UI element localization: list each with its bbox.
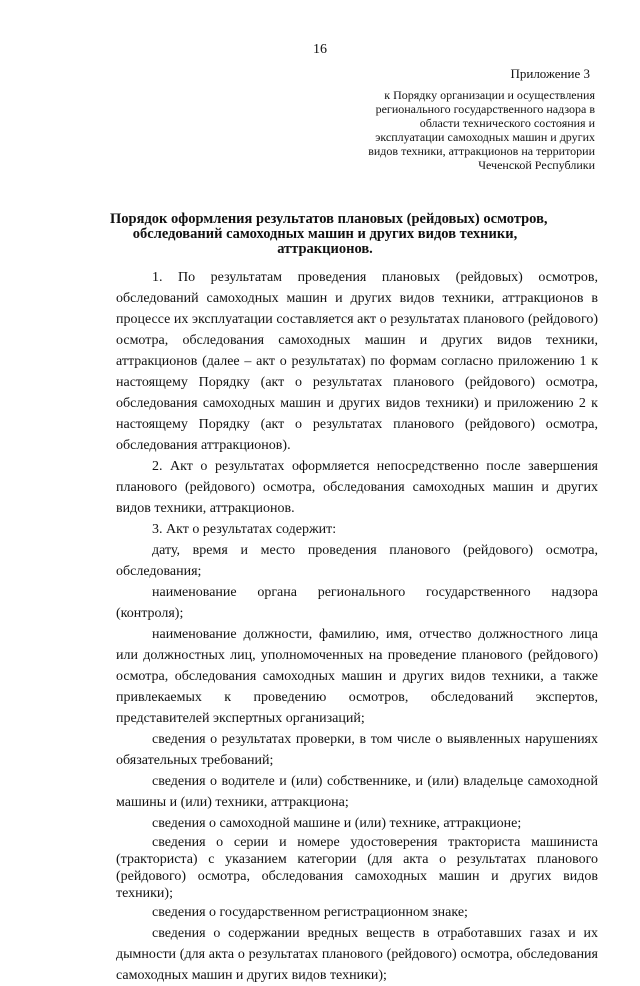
appendix-reference-line: Чеченской Республики (478, 158, 595, 172)
appendix-reference-line: эксплуатации самоходных машин и других (375, 130, 595, 144)
appendix-reference (295, 88, 595, 172)
appendix-reference-line: регионального государственного надзора в (375, 102, 595, 116)
list-item-machine-info: сведения о самоходной машине и (или) технике, аттракционе; (152, 816, 522, 831)
list-item-driver-owner: сведения о водителе и (или) собственнике, и (или) владельце самоходной машины и (или) техники, аттракциона; (116, 774, 598, 810)
page-number: 16 (313, 42, 327, 57)
document-title-line: Порядок оформления результатов плановых (рейдовых) осмотров, (110, 211, 548, 227)
document-title-line: обследований самоходных машин и других видов техники, (132, 226, 518, 242)
document-body (116, 267, 598, 986)
appendix-reference-line: к Порядку организации и осуществления (384, 88, 595, 102)
list-item-officials: наименование должности, фамилию, имя, отчество должностного лица или должностных лиц, уполномоченных на проведение планового (рейдового) осмотра, обследования самоходных машин и других видов техники, а также привлекаемых к проведению осмотров, обследований экспертов, представителей экспертных организаций; (116, 627, 598, 726)
appendix-label: Приложение 3 (510, 66, 590, 81)
document-title-line: аттракционов. (277, 241, 373, 257)
appendix-reference-line: видов техники, аттракционов на территории (368, 144, 595, 158)
paragraph-2: 2. Акт о результатах оформляется непосредственно после завершения планового (рейдового) осмотра, обследования самоходных машин и других видов техники, аттракционов. (116, 459, 598, 516)
document-title (110, 211, 548, 257)
paragraph-1: 1. По результатам проведения плановых (рейдовых) осмотров, обследований самоходных машин и других видов техники, аттракционов в процессе их эксплуатации составляется акт о результатах планового (рейдового) осмотра, обследования самоходных машин и других видов техники, аттракционов (далее – акт о результатах) по формам согласно приложению 1 к настоящему Порядку (акт о результатах планового (рейдового) осмотра, обследования самоходных машин и других видов техники) и приложению 2 к настоящему Порядку (акт о результатах планового (рейдового) осмотра, обследования аттракционов). (116, 270, 598, 453)
paragraph-3: 3. Акт о результатах содержит: (152, 522, 337, 537)
appendix-reference-line: области технического состояния и (419, 116, 595, 130)
list-item-registration-plate: сведения о государственном регистрационном знаке; (152, 905, 468, 920)
list-item-date-place: дату, время и место проведения планового (рейдового) осмотра, обследования; (116, 543, 598, 579)
list-item-authority: наименование органа регионального государственного надзора (контроля); (116, 585, 598, 621)
list-item-license-info: сведения о серии и номере удостоверения тракториста машиниста (тракториста) с указанием категории (для акта о результатах планового (рейдового) осмотра, обследования самоходных машин и других видов техники); (116, 835, 598, 901)
list-item-exhaust-gases: сведения о содержании вредных веществ в отработавших газах и их дымности (для акта о результатах планового (рейдового) осмотра, обследования самоходных машин и других видов техники); (116, 926, 598, 983)
list-item-inspection-results: сведения о результатах проверки, в том числе о выявленных нарушениях обязательных требований; (116, 732, 598, 768)
